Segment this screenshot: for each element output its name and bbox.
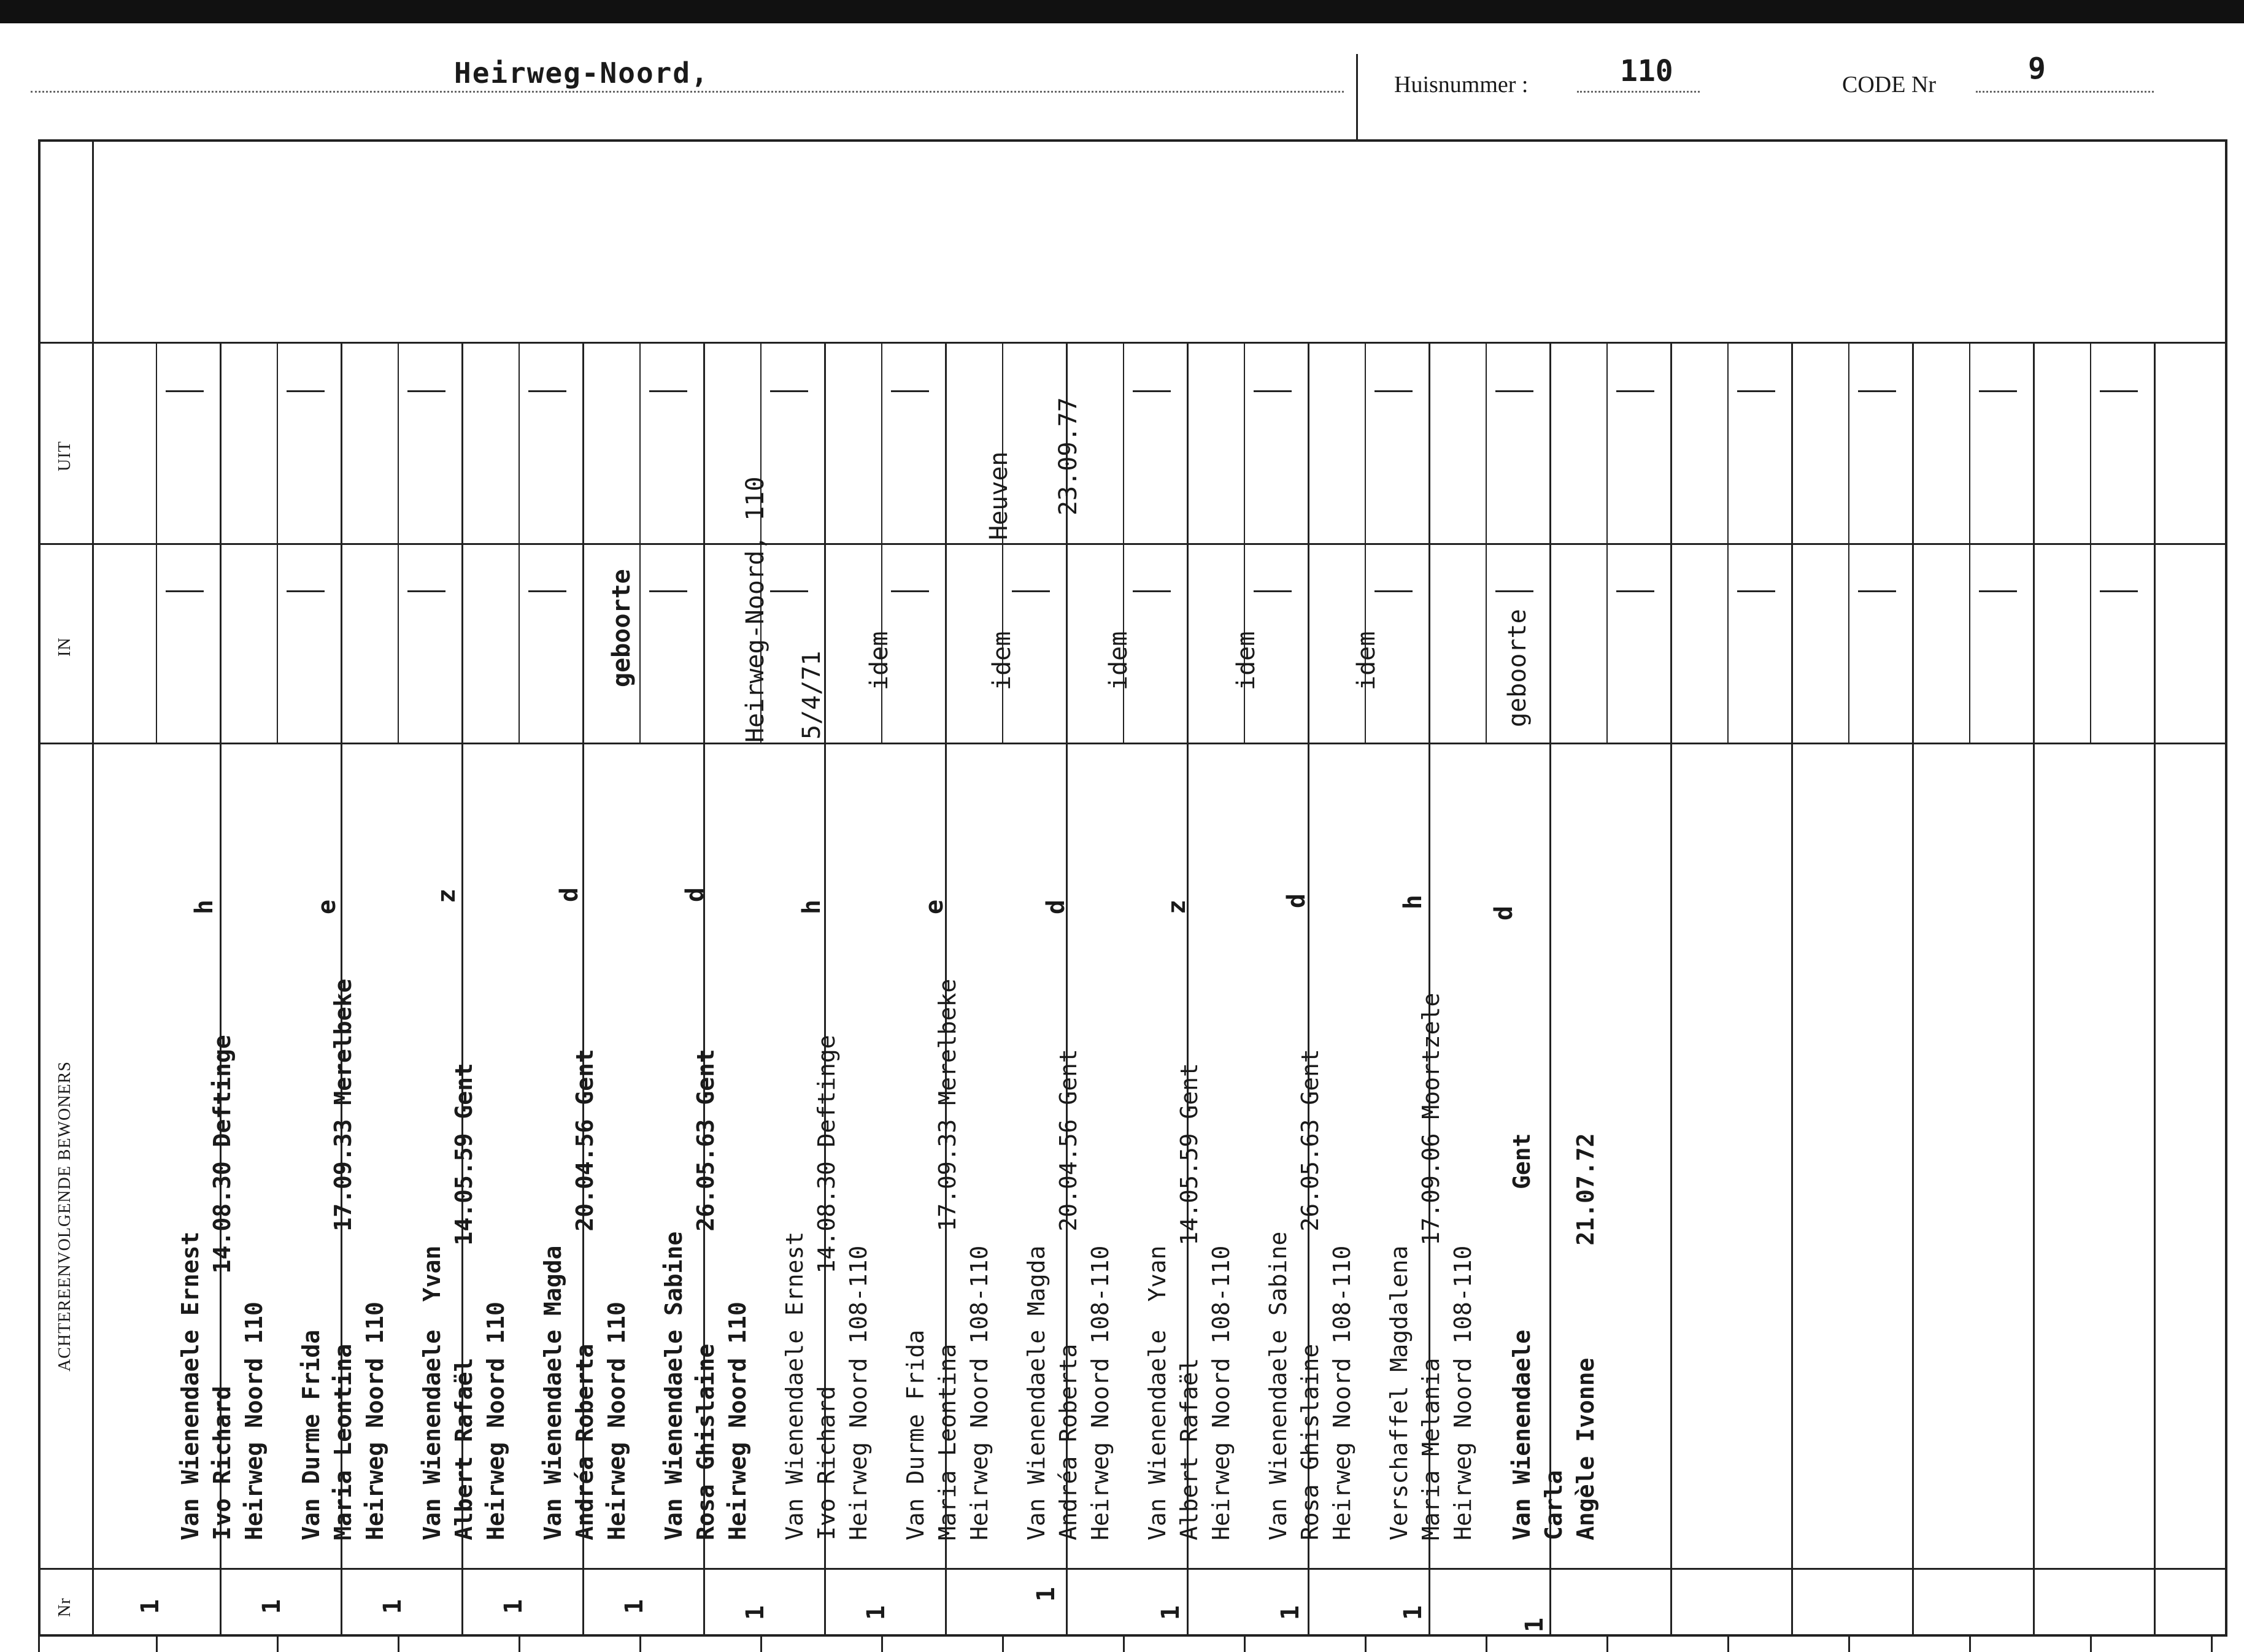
empty-cell-dash	[166, 390, 204, 392]
street-name: Heirweg-Noord,	[454, 56, 709, 90]
tick-mark	[38, 1637, 40, 1652]
in-date: 5/4/71	[798, 650, 826, 739]
code-dotted-line	[1976, 91, 2154, 93]
empty-cell-dash	[166, 590, 204, 592]
header-column-border	[92, 139, 94, 1637]
header-divider	[1356, 54, 1358, 140]
row-number: 1	[620, 1599, 649, 1614]
tick-mark	[1486, 1637, 1487, 1652]
tick-mark	[2211, 1637, 2213, 1652]
row-divider	[2154, 342, 2156, 1637]
empty-cell-dash	[770, 590, 808, 592]
empty-cell-dash	[1737, 390, 1775, 392]
huisnummer-dotted-line	[1577, 91, 1700, 93]
resident-entry: Van Wienendaele Magda Andréa Roberta 20.04.56 Gent Heirweg Noord 108-110	[1023, 1049, 1114, 1540]
empty-cell-dash	[1495, 390, 1533, 392]
sub-divider	[1486, 342, 1487, 743]
empty-cell-dash	[649, 390, 687, 392]
empty-cell-dash	[407, 590, 445, 592]
in-entry: idem	[865, 631, 893, 690]
empty-cell-dash	[1133, 590, 1171, 592]
row-number: 1	[258, 1599, 286, 1614]
tick-mark	[2090, 1637, 2092, 1652]
relation-code: z	[1163, 899, 1191, 914]
tick-mark	[156, 1637, 158, 1652]
relation-code: h	[1399, 894, 1427, 909]
sub-divider	[639, 342, 641, 743]
empty-cell-dash	[287, 390, 325, 392]
resident-entry: Van Wienendaele Sabine Rosa Ghislaine 26.05.63 Gent Heirweg Noord 110	[660, 1049, 751, 1540]
in-entry: geboorte	[1503, 609, 1532, 727]
tick-mark	[398, 1637, 399, 1652]
row-number: 1	[1032, 1586, 1060, 1602]
top-border	[0, 0, 2244, 23]
column-title-uit: UIT	[55, 441, 74, 471]
relation-code: d	[1282, 893, 1311, 908]
in-entry: Heirweg-Noord, 110	[741, 476, 769, 743]
relation-code: d	[555, 887, 584, 902]
column-title-nr: Nr	[55, 1597, 74, 1617]
row-number: 1	[1276, 1605, 1305, 1620]
tick-mark	[1002, 1637, 1004, 1652]
uit-entry: Heuven	[985, 451, 1013, 540]
sub-divider	[1727, 342, 1729, 743]
empty-cell-dash	[649, 590, 687, 592]
relation-code: z	[433, 888, 461, 903]
empty-cell-dash	[1375, 590, 1413, 592]
empty-cell-dash	[891, 590, 929, 592]
empty-cell-dash	[1133, 390, 1171, 392]
table-bottom-border	[38, 1634, 2227, 1637]
in-entry: geboorte	[607, 569, 636, 687]
resident-entry: Van Durme Frida Maria Leontina 17.09.33 Merelbeke Heirweg Noord 108-110	[902, 978, 993, 1540]
row-number: 1	[1521, 1617, 1549, 1632]
relation-code: d	[681, 887, 709, 902]
code-label: CODE Nr	[1842, 72, 1937, 98]
sub-divider	[519, 342, 520, 743]
in-bewoners-line	[38, 743, 2227, 744]
relation-code: h	[798, 899, 826, 914]
uit-in-line	[38, 543, 2227, 545]
empty-cell-dash	[528, 590, 566, 592]
row-number: 1	[741, 1605, 769, 1620]
relation-code: d	[1042, 899, 1070, 914]
in-entry: idem	[988, 631, 1016, 690]
resident-entry: Van Wienendaele Ernest Ivo Richard 14.08.30 Deftinge Heirweg Noord 110	[177, 1035, 268, 1540]
relation-code: h	[190, 899, 218, 914]
row-number: 1	[1399, 1605, 1427, 1620]
resident-entry: Van Wienendaele Gent Carla Angèle Ivonne 21.07.72	[1508, 1133, 1599, 1540]
tick-mark	[277, 1637, 279, 1652]
row-divider	[1670, 342, 1672, 1637]
empty-cell-dash	[528, 390, 566, 392]
sub-divider	[1848, 342, 1849, 743]
row-number: 1	[136, 1599, 164, 1614]
table-top-border	[38, 139, 2227, 142]
resident-entry: Verschaffel Magdalena Maria Melania 17.09.06 Moortzele Heirweg Noord 108-110	[1386, 992, 1476, 1540]
empty-cell-dash	[1979, 590, 2017, 592]
relation-code: e	[313, 899, 341, 914]
row-divider	[1912, 342, 1914, 1637]
in-entry: idem	[1105, 631, 1133, 690]
row-divider	[2033, 342, 2035, 1637]
code-value: 9	[2028, 52, 2046, 86]
tick-mark	[1365, 1637, 1367, 1652]
empty-cell-dash	[287, 590, 325, 592]
tick-mark	[760, 1637, 762, 1652]
street-dotted-line	[31, 91, 1344, 93]
sub-divider	[156, 342, 157, 743]
bewoners-nr-line	[38, 1568, 2227, 1570]
empty-cell-dash	[770, 390, 808, 392]
resident-entry: Van Wienendaele Magda Andréa Roberta 20.04.56 Gent Heirweg Noord 110	[539, 1049, 630, 1540]
empty-cell-dash	[407, 390, 445, 392]
column-title-in: IN	[55, 637, 74, 657]
sub-divider	[1606, 342, 1608, 743]
empty-cell-dash	[1616, 390, 1654, 392]
sub-divider	[1969, 342, 1970, 743]
resident-entry: Van Wienendaele Sabine Rosa Ghislaine 26.05.63 Gent Heirweg Noord 108-110	[1265, 1049, 1355, 1540]
empty-cell-dash	[1979, 390, 2017, 392]
tick-mark	[519, 1637, 520, 1652]
in-entry: idem	[1232, 631, 1260, 690]
tick-mark	[1606, 1637, 1608, 1652]
resident-entry: Van Durme Frida Maria Leontina 17.09.33 Merelbeke Heirweg Noord 110	[298, 978, 388, 1540]
table-left-border	[38, 139, 40, 1637]
row-divider	[1791, 342, 1793, 1637]
empty-cell-dash	[1375, 390, 1413, 392]
tick-mark	[1727, 1637, 1729, 1652]
relation-code: e	[920, 899, 949, 914]
empty-cell-dash	[1858, 390, 1896, 392]
tick-mark	[1244, 1637, 1246, 1652]
column-title-bewoners: ACHTEREENVOLGENDE BEWONERS	[55, 1061, 74, 1372]
huisnummer-label: Huisnummer :	[1394, 72, 1529, 98]
tick-mark	[639, 1637, 641, 1652]
resident-entry: Van Wienendaele Yvan Albert Rafaël 14.05.59 Gent Heirweg Noord 108-110	[1144, 1063, 1235, 1540]
empty-cell-dash	[1012, 590, 1050, 592]
empty-cell-dash	[2100, 390, 2138, 392]
in-entry: idem	[1352, 631, 1381, 690]
empty-cell-dash	[2100, 590, 2138, 592]
huisnummer-value: 110	[1620, 54, 1673, 88]
empty-cell-dash	[1737, 590, 1775, 592]
tick-mark	[1969, 1637, 1971, 1652]
uit-date: 23.09.77	[1054, 397, 1082, 515]
empty-cell-dash	[1616, 590, 1654, 592]
row-number: 1	[379, 1599, 407, 1614]
sub-divider	[2090, 342, 2091, 743]
tick-mark	[881, 1637, 883, 1652]
sub-divider	[277, 342, 278, 743]
row-number: 1	[499, 1599, 528, 1614]
resident-entry: Van Wienendaele Yvan Albert Rafaël 14.05.59 Gent Heirweg Noord 110	[418, 1063, 509, 1540]
row-number: 1	[1157, 1605, 1185, 1620]
row-number: 1	[862, 1605, 890, 1620]
relation-code: d	[1490, 905, 1518, 921]
tick-mark	[1848, 1637, 1850, 1652]
empty-cell-dash	[1858, 590, 1896, 592]
empty-cell-dash	[1254, 390, 1292, 392]
resident-entry: Van Wienendaele Ernest Ivo Richard 14.08.30 Deftinge Heirweg Noord 108-110	[781, 1035, 872, 1540]
sub-divider	[398, 342, 399, 743]
empty-cell-dash	[1254, 590, 1292, 592]
empty-cell-dash	[1495, 590, 1533, 592]
uit-top-line	[38, 342, 2227, 344]
empty-cell-dash	[891, 390, 929, 392]
table-right-border	[2225, 139, 2227, 1637]
tick-mark	[1123, 1637, 1125, 1652]
